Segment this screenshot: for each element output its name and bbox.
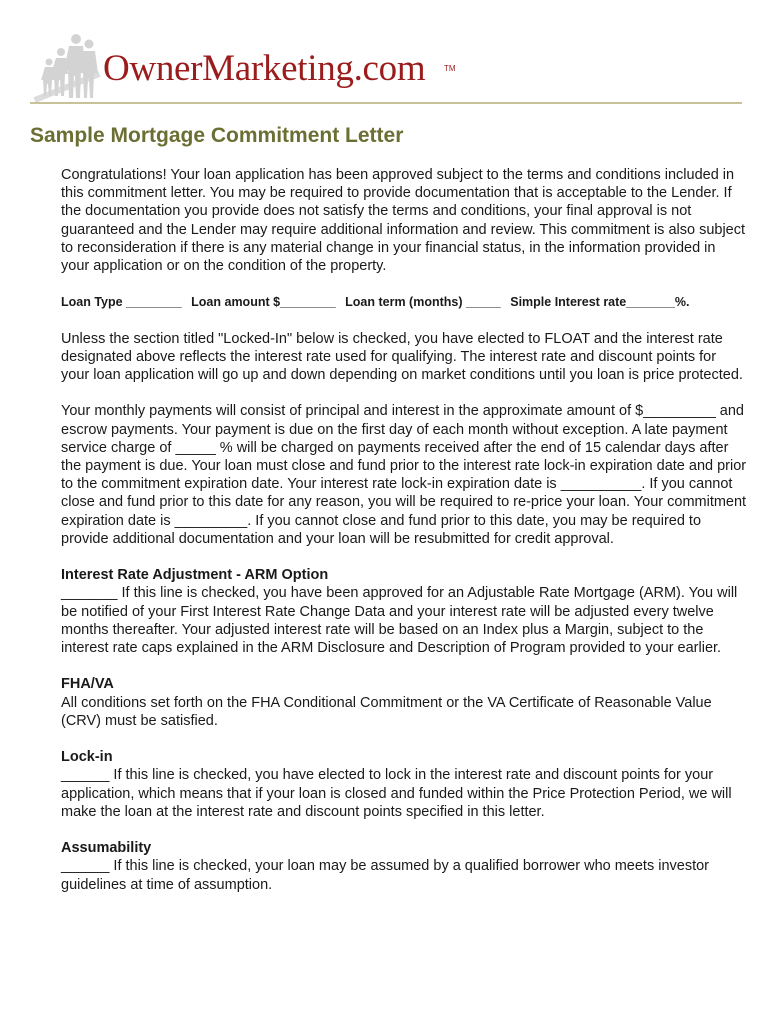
lock-in-section-body: ______ If this line is checked, you have elected to lock in the interest rate and discount points for your application, which means that if your loan is closed and funded within the Price Protection Period, we will make the loan at the interest rate and discount points specified in this letter. <box>61 767 732 820</box>
page-header <box>0 0 770 110</box>
assumability-section <box>61 839 747 894</box>
logo-wordmark: OwnerMarketing.com <box>103 48 426 89</box>
fha-va-section <box>61 675 747 730</box>
lock-in-section <box>61 748 747 821</box>
fha-va-section-body: All conditions set forth on the FHA Conditional Commitment or the VA Certificate of Reasonable Value (CRV) must be satisfied. <box>61 694 712 729</box>
arm-section <box>61 566 747 657</box>
loan-details-line <box>61 293 747 311</box>
loan-amount-field[interactable]: Loan amount $________ <box>191 295 336 310</box>
family-silhouette-logo-icon <box>30 32 110 102</box>
letter-body <box>61 166 747 912</box>
fha-va-section-title: FHA/VA <box>61 676 114 693</box>
interest-rate-field[interactable]: Simple Interest rate_______%. <box>510 295 690 310</box>
header-divider <box>30 102 742 104</box>
document-title: Sample Mortgage Commitment Letter <box>30 124 404 147</box>
arm-section-title: Interest Rate Adjustment - ARM Option <box>61 567 329 584</box>
float-paragraph: Unless the section titled "Locked-In" below is checked, you have elected to FLOAT and the interest rate designated above reflects the interest rate used for qualifying. The interest rate and discount points for your loan application will go up and down depending on market conditions until you loan is price protected. <box>61 330 743 384</box>
loan-type-field[interactable]: Loan Type ________ <box>61 295 182 310</box>
assumability-section-title: Assumability <box>61 840 152 857</box>
lock-in-section-title: Lock-in <box>61 749 113 766</box>
trademark-symbol: TM <box>444 64 456 73</box>
payments-paragraph: Your monthly payments will consist of principal and interest in the approximate amount of $_________ and escrow payments. Your payment is due on the first day of each month without exception. A late payment service charge of _____ % will be charged on payments received after the end of 15 calendar days after the payment is due. Your loan must close and fund prior to the interest rate lock-in expiration date and prior to the commitment expiration date. Your interest rate lock-in expiration date is __________. If you cannot close and fund prior to this date for any reason, you will be required to re-price your loan. Your commitment expiration date is _________. If you cannot close and fund prior to this date, you may be required to provide additional documentation and your loan will be resubmitted for credit approval. <box>61 403 747 547</box>
arm-section-body: _______ If this line is checked, you have been approved for an Adjustable Rate Mortgage (ARM). You will be notified of your First Interest Rate Change Data and your interest rate will be adjusted every twelve months thereafter. Your adjusted interest rate will be based on an Index plus a Margin, subject to the interest rate caps explained in the ARM Disclosure and Description of Program provided to your earlier. <box>61 585 738 657</box>
assumability-section-body: ______ If this line is checked, your loan may be assumed by a qualified borrower who meets investor guidelines at time of assumption. <box>61 858 710 893</box>
intro-paragraph: Congratulations! Your loan application has been approved subject to the terms and conditions included in this commitment letter. You may be required to provide documentation that is acceptable to the Lender. If the documentation you provide does not satisfy the terms and conditions, your final approval is not guaranteed and the Lender may require additional information and review. This commitment is also subject to reconsideration if there is any material change in your financial status, in the information provided in your application or on the condition of the property. <box>61 167 746 275</box>
loan-term-field[interactable]: Loan term (months) _____ <box>345 295 501 310</box>
